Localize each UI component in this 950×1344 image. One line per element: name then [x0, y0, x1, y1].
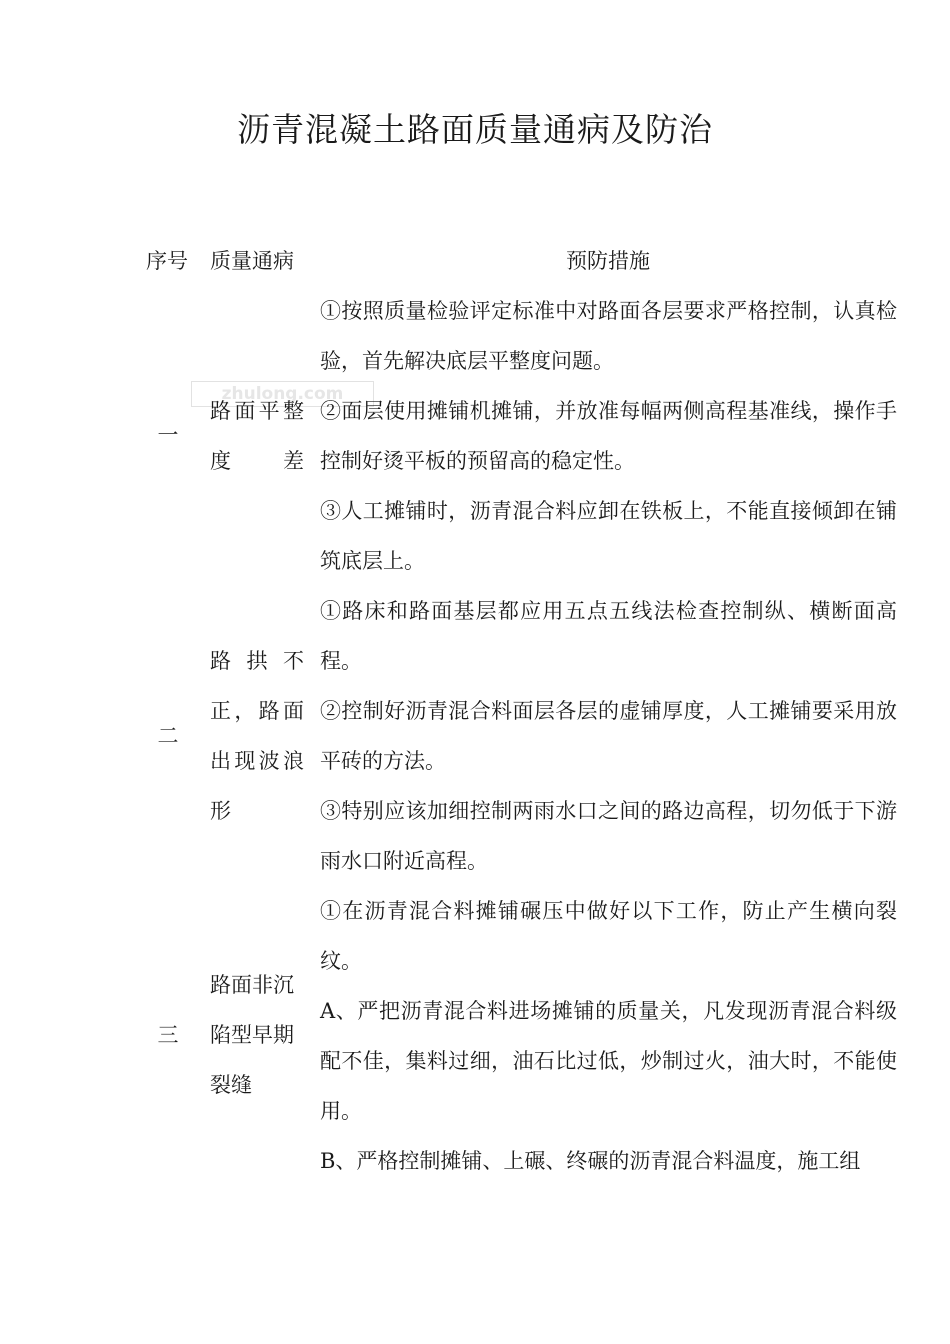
measure-item: B、严格控制摊铺、上碾、终碾的沥青混合料温度，施工组: [320, 1149, 861, 1173]
row-number: 一: [157, 423, 179, 447]
column-header-measure: 预防措施: [566, 249, 650, 273]
measure-item: ①按照质量检验评定标准中对路面各层要求严格控制，认真检验，首先解决底层平整度问题。: [320, 299, 897, 373]
row-number: 三: [157, 1023, 179, 1047]
measure-item: ②面层使用摊铺机摊铺，并放准每幅两侧高程基准线，操作手控制好烫平板的预留高的稳定性。: [320, 399, 897, 473]
row-issue: 路拱不正，路面出现波浪形: [210, 649, 304, 823]
measure-item: ③特别应该加细控制两雨水口之间的路边高程，切勿低于下游雨水口附近高程。: [320, 799, 897, 873]
measure-item: ③人工摊铺时，沥青混合料应卸在铁板上，不能直接倾卸在铺筑底层上。: [320, 499, 897, 573]
row-issue: 路面平整度差: [210, 399, 304, 473]
measure-item: ①路床和路面基层都应用五点五线法检查控制纵、横断面高程。: [320, 599, 897, 673]
row-measures: [320, 286, 897, 586]
document-title: 沥青混凝土路面质量通病及防治: [237, 110, 713, 149]
row-measures: [320, 886, 897, 1186]
column-header-issue: 质量通病: [210, 249, 294, 273]
row-measures: [320, 586, 897, 886]
row-issue: 路面非沉陷型早期裂缝: [210, 973, 294, 1097]
measure-item: A、严把沥青混合料进场摊铺的质量关，凡发现沥青混合料级配不佳，集料过细，油石比过低，炒制过火，油大时，不能使用。: [320, 999, 897, 1123]
column-header-seq: 序号: [146, 249, 188, 273]
watermark: zhulong.com: [191, 381, 374, 407]
row-number: 二: [157, 724, 179, 748]
measure-item: ①在沥青混合料摊铺碾压中做好以下工作，防止产生横向裂纹。: [320, 899, 897, 973]
measure-item: ②控制好沥青混合料面层各层的虚铺厚度，人工摊铺要采用放平砖的方法。: [320, 699, 897, 773]
